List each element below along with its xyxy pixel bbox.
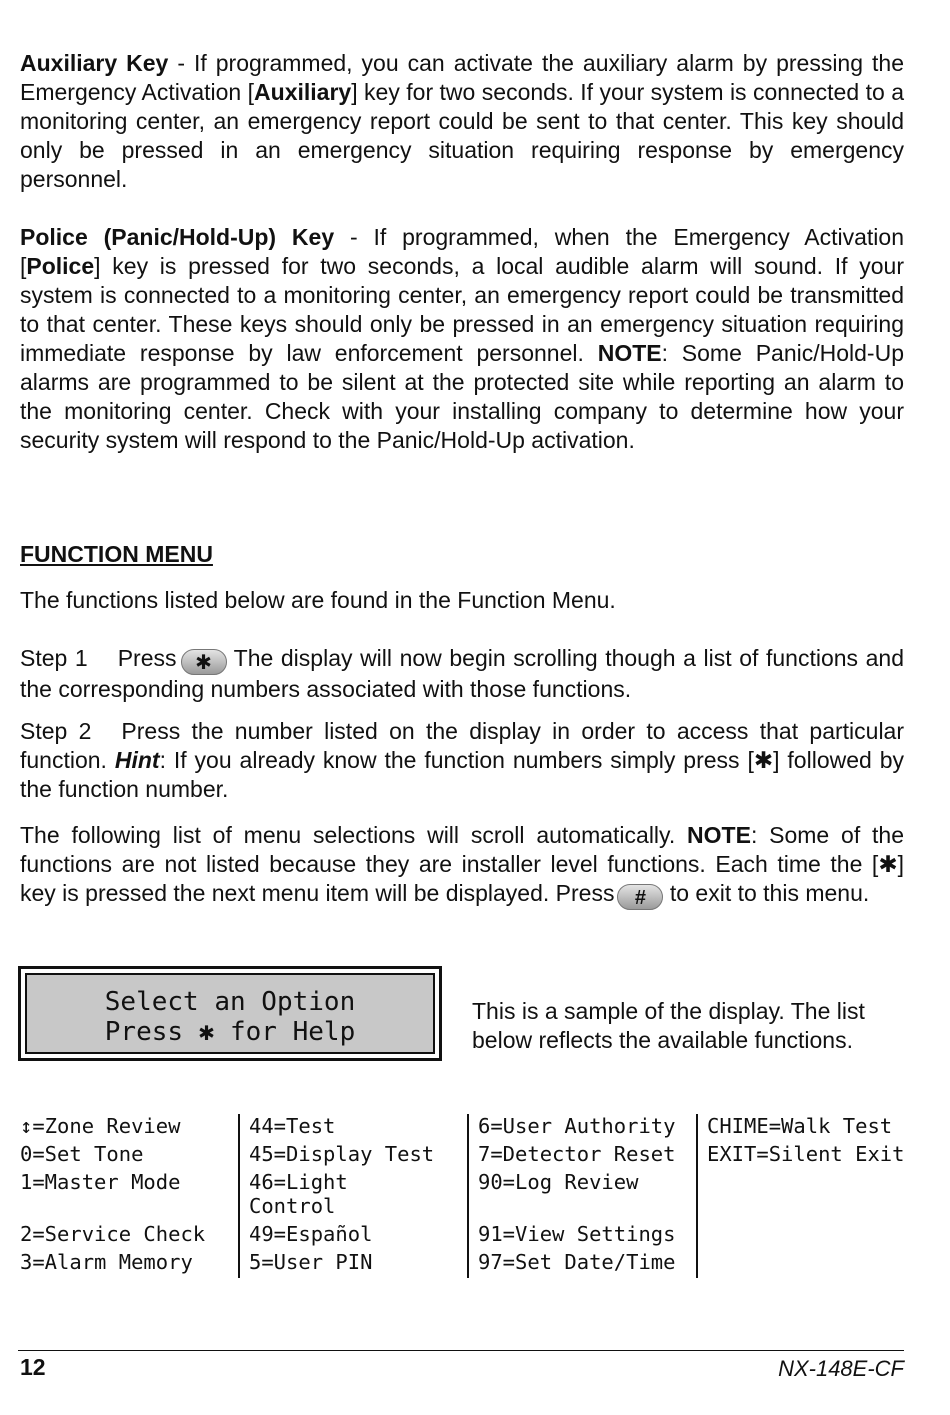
function-list-table [20, 1114, 912, 1278]
function-item: EXIT=Silent Exit [707, 1142, 905, 1166]
lcd-screen [25, 973, 435, 1054]
table-row [20, 1222, 912, 1250]
table-row [20, 1114, 912, 1142]
function-item: 90=Log Review [468, 1170, 697, 1222]
lcd-display [18, 966, 442, 1061]
function-item: CHIME=Walk Test [707, 1114, 893, 1138]
note-label: NOTE [687, 822, 751, 848]
function-item: 7=Detector Reset [468, 1142, 697, 1170]
function-item: 6=User Authority [468, 1114, 697, 1142]
note-label: NOTE [597, 340, 662, 366]
function-item: 44=Test [239, 1114, 468, 1142]
function-item [697, 1170, 912, 1222]
function-menu-intro: The functions listed below are found in the Function Menu. [20, 587, 616, 613]
function-item: 3=Alarm Memory [20, 1250, 239, 1278]
star-key-icon: ✱ [181, 649, 227, 675]
function-item: 49=Español [239, 1222, 468, 1250]
police-key-paragraph: Police (Panic/Hold-Up) Key - If programmed, when the Emergency Activation [Police] key is pressed for two seconds, a local audible alarm will sound. If your system is connected to a monitoring center, an emergency report could be transmitted to that center. These keys should only be pressed in an emergency situation requiring immediate response by law enforcement personnel. NOTE: Some Panic/Hold-Up alarms are programmed to be silent at the protected site while reporting an alarm to the monitoring center. Check with your installing company to determine how your security system will respond to the Panic/Hold-Up activation. [20, 224, 904, 453]
lcd-line-2: Press ✱ for Help [104, 1017, 356, 1047]
function-menu-heading: FUNCTION MENU [20, 541, 213, 567]
step-1: Step 1 Press ✱ The display will now begin scrolling though a list of functions and the corresponding numbers associated with those functions. [20, 645, 904, 702]
table-row [20, 1250, 912, 1278]
function-item: 2=Service Check [20, 1222, 239, 1250]
menu-list-paragraph: The following list of menu selections will scroll automatically. NOTE: Some of the functions are not listed because they are installer level functions. Each time the [✱] key is pressed the next menu item will be displayed. Press # to exit to this menu. [20, 822, 904, 909]
page-number: 12 [20, 1354, 46, 1380]
function-item: 0=Set Tone [20, 1142, 239, 1170]
function-item: 5=User PIN [239, 1250, 468, 1278]
table-row [20, 1170, 912, 1222]
function-item: ↕=Zone Review [20, 1114, 239, 1142]
hint-label: Hint [114, 747, 160, 773]
step-2: Step 2 Press the number listed on the display in order to access that particular function. Hint: If you already know the function numbers simply press [✱] followed by the function number. [20, 718, 905, 802]
function-item: 91=View Settings [468, 1222, 697, 1250]
function-item: 46=Light Control [239, 1170, 468, 1222]
function-item: 45=Display Test [239, 1142, 468, 1170]
auxiliary-key-paragraph: Auxiliary Key - If programmed, you can activate the auxiliary alarm by pressing the Emergency Activation [Auxiliary] key for two seconds. If your system is connected to a monitoring center, an emergency report could be sent to that center. This key should only be pressed in an emergency situation requiring response by emergency personnel. [20, 50, 904, 192]
lcd-line-1: Select an Option [104, 987, 356, 1017]
model-number: NX-148E-CF [778, 1356, 904, 1381]
function-item [697, 1222, 912, 1250]
auxiliary-key-term: Auxiliary Key [20, 50, 169, 76]
function-item: 97=Set Date/Time [468, 1250, 697, 1278]
footer-divider [18, 1350, 904, 1351]
function-item: 1=Master Mode [20, 1170, 239, 1222]
hash-key-icon: # [617, 884, 663, 910]
table-row [20, 1142, 912, 1170]
police-key-term: Police (Panic/Hold-Up) Key [20, 224, 335, 250]
display-sample-note: This is a sample of the display. The list below reflects the available functions. [472, 998, 865, 1053]
function-item [697, 1250, 912, 1278]
